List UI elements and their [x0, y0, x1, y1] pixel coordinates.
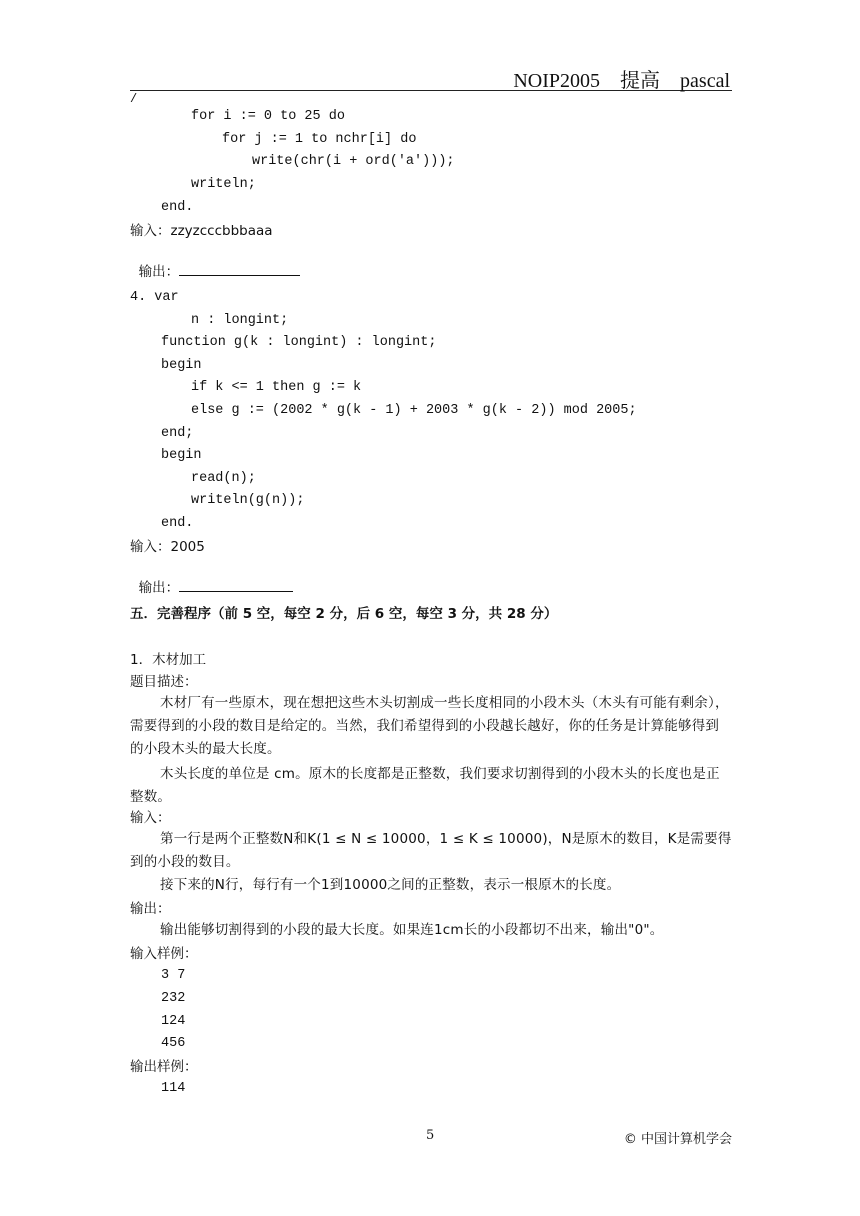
code-line: for j := 1 to nchr[i] do [222, 132, 417, 147]
code-line: writeln(g(n)); [191, 493, 305, 508]
code-line: writeln; [191, 177, 256, 192]
q4-answer-blank[interactable] [179, 578, 293, 592]
desc-label: 题目描述： [130, 674, 198, 690]
sample-input-line: 3 7 [161, 968, 186, 983]
copyright: © 中国计算机学会 [623, 1132, 732, 1147]
q3-output-label: 输出： [138, 264, 180, 280]
sample-input-line: 232 [161, 991, 186, 1006]
code-line: begin [161, 448, 202, 463]
input-paragraph-2: 接下来的N行，每行有一个1到10000之间的正整数，表示一根原木的长度。 [160, 877, 621, 893]
code-line: write(chr(i + ord('a'))); [252, 154, 455, 169]
sample-input-label: 输入样例： [130, 946, 198, 962]
sample-output-line: 114 [161, 1081, 186, 1096]
code-line: 4. var [130, 290, 179, 305]
page-number: 5 [426, 1128, 435, 1143]
code-line: n : longint; [191, 313, 289, 328]
code-line: end; [161, 426, 194, 441]
q3-output [130, 244, 300, 281]
q3-input: 输入：zzyzcccbbbaaa [130, 223, 273, 239]
sample-input-line: 456 [161, 1036, 186, 1051]
section-title: 五．完善程序（前 5 空，每空 2 分，后 6 空，每空 3 分，共 28 分） [130, 606, 558, 622]
code-line: for i := 0 to 25 do [191, 109, 345, 124]
sample-output-label: 输出样例： [130, 1059, 198, 1075]
problem-title: 1．木材加工 [130, 652, 207, 668]
code-line: begin [161, 358, 202, 373]
desc-paragraph-1: 木材厂有一些原木，现在想把这些木头切割成一些长度相同的小段木头（木头有可能有剩余），需要得到的小段的数目是给定的。当然，我们希望得到的小段越长越好，你的任务是计算能够得到的小段木头的最大长度。 [130, 695, 729, 757]
output-paragraph: 输出能够切割得到的小段的最大长度。如果连1cm长的小段都切不出来，输出"0"。 [160, 922, 664, 938]
code-line: end. [161, 200, 194, 215]
output-label: 输出： [130, 901, 171, 917]
page-header [130, 62, 732, 91]
code-line: else g := (2002 * g(k - 1) + 2003 * g(k - 2)) mod 2005; [191, 403, 637, 418]
code-line: read(n); [191, 471, 256, 486]
header-title: NOIP2005 提高 pascal [513, 70, 730, 92]
code-line: function g(k : longint) : longint; [161, 335, 437, 350]
input-label: 输入： [130, 810, 171, 826]
stray-mark: / [130, 92, 138, 106]
code-line: end. [161, 516, 194, 531]
q3-answer-blank[interactable] [179, 262, 300, 276]
q4-input: 输入：2005 [130, 539, 205, 555]
desc-paragraph-2: 木头长度的单位是 cm。原木的长度都是正整数，我们要求切割得到的小段木头的长度也是正整数。 [130, 766, 720, 805]
q4-output [130, 560, 293, 597]
input-paragraph-1: 第一行是两个正整数N和K(1 ≤ N ≤ 10000，1 ≤ K ≤ 10000)，N是原木的数目，K是需要得到的小段的数目。 [130, 831, 732, 870]
q4-output-label: 输出： [138, 580, 180, 596]
code-line: if k <= 1 then g := k [191, 380, 362, 395]
sample-input-line: 124 [161, 1014, 186, 1029]
